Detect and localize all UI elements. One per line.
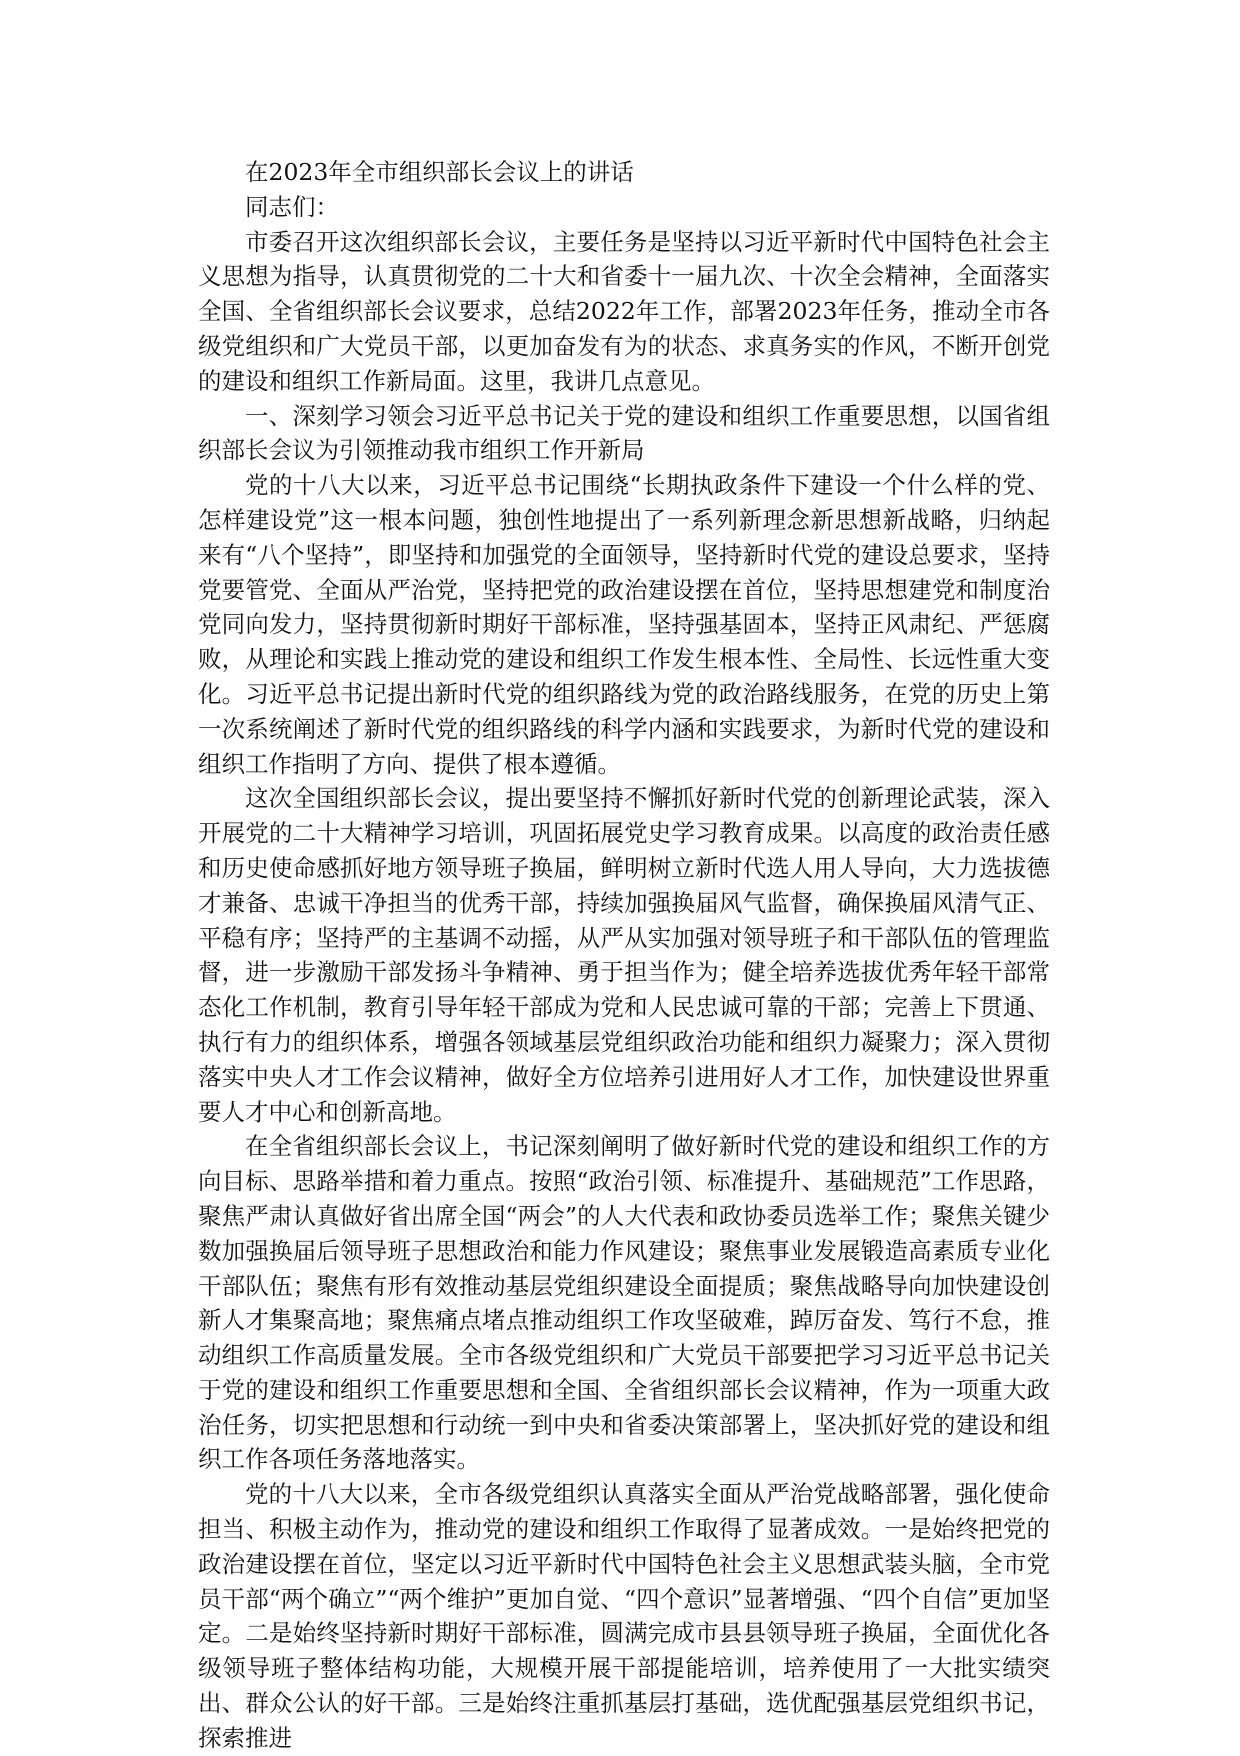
paragraph-eight-persistences: 党的十八大以来，习近平总书记围绕“长期执政条件下建设一个什么样的党、怎样建设党”这一根本问题，独创性地提出了一系列新理念新思想新战略，归纳起来有“八个坚持”，即坚持和加强党的全面领导，坚持新时代党的建设总要求，坚持党要管党、全面从严治党，坚持把党的政治建设摆在首位，坚持思想建党和制度治党同向发力，坚持贯彻新时期好干部标准，坚持强基固本，坚持正风肃纪、严惩腐败，从理论和实践上推动党的建设和组织工作发生根本性、全局性、长远性重大变化。习近平总书记提出新时代党的组织路线为党的政治路线服务，在党的历史上第一次系统阐述了新时代党的组织路线的科学内涵和实践要求，为新时代党的建设和组织工作指明了方向、提供了根本遵循。 bbox=[198, 471, 1050, 778]
salutation: 同志们： bbox=[245, 192, 339, 221]
paragraph-provincial-meeting: 在全省组织部长会议上，书记深刻阐明了做好新时代党的建设和组织工作的方向目标、思路举措和着力重点。按照“政治引领、标准提升、基础规范”工作思路，聚焦严肃认真做好省出席全国“两会”的人大代表和政协委员选举工作；聚焦关键少数加强换届后领导班子思想政治和能力作风建设；聚焦事业发展锻造高素质专业化干部队伍；聚焦有形有效推动基层党组织建设全面提质；聚焦战略导向加快建设创新人才集聚高地；聚焦痛点堵点推动组织工作攻坚破难，踔厉奋发、笃行不怠，推动组织工作高质量发展。全市各级党组织和广大党员干部要把学习习近平总书记关于党的建设和组织工作重要思想和全国、全省组织部长会议精神，作为一项重大政治任务，切实把思想和行动统一到中央和省委决策部署上，坚决抓好党的建设和组织工作各项任务落地落实。 bbox=[198, 1132, 1050, 1474]
paragraph-national-meeting: 这次全国组织部长会议，提出要坚持不懈抓好新时代党的创新理论武装，深入开展党的二十大精神学习培训，巩固拓展党史学习教育成果。以高度的政治责任感和历史使命感抓好地方领导班子换届，鲜明树立新时代选人用人导向，大力选拔德才兼备、忠诚干净担当的优秀干部，持续加强换届风气监督，确保换届风清气正、平稳有序；坚持严的主基调不动摇，从严从实加强对领导班子和干部队伍的管理监督，进一步激励干部发扬斗争精神、勇于担当作为；健全培养选拔优秀年轻干部常态化工作机制，教育引导年轻干部成为党和人民忠诚可靠的干部；完善上下贯通、执行有力的组织体系，增强各领域基层党组织政治功能和组织力凝聚力；深入贯彻落实中央人才工作会议精神，做好全方位培养引进用好人才工作，加快建设世界重要人才中心和创新高地。 bbox=[198, 784, 1050, 1126]
paragraph-achievements: 党的十八大以来，全市各级党组织认真落实全面从严治党战略部署，强化使命担当、积极主动作为，推动党的建设和组织工作取得了显著成效。一是始终把党的政治建设摆在首位，坚定以习近平新时代中国特色社会主义思想武装头脑，全市党员干部“两个确立”“两个维护”更加自觉、“四个意识”显著增强、“四个自信”更加坚定。二是始终坚持新时期好干部标准，圆满完成市县县领导班子换届，全面优化各级领导班子整体结构功能，大规模开展干部提能培训，培养使用了一大批实绩突出、群众公认的好干部。三是始终注重抓基层打基础，选优配强基层党组织书记，探索推进 bbox=[198, 1480, 1050, 1752]
paragraph-intro: 市委召开这次组织部长会议，主要任务是坚持以习近平新时代中国特色社会主义思想为指导，认真贯彻党的二十大和省委十一届九次、十次全会精神，全面落实全国、全省组织部长会议要求，总结2022年工作，部署2023年任务，推动全市各级党组织和广大党员干部，以更加奋发有为的状态、求真务实的作风，不断开创党的建设和组织工作新局面。这里，我讲几点意见。 bbox=[198, 227, 1050, 395]
section-heading-1: 一、深刻学习领会习近平总书记关于党的建设和组织工作重要思想，以国省组织部长会议为引领推动我市组织工作开新局 bbox=[198, 401, 1050, 465]
speech-body bbox=[198, 155, 1050, 1756]
speech-title: 在2023年全市组织部长会议上的讲话 bbox=[245, 158, 634, 186]
